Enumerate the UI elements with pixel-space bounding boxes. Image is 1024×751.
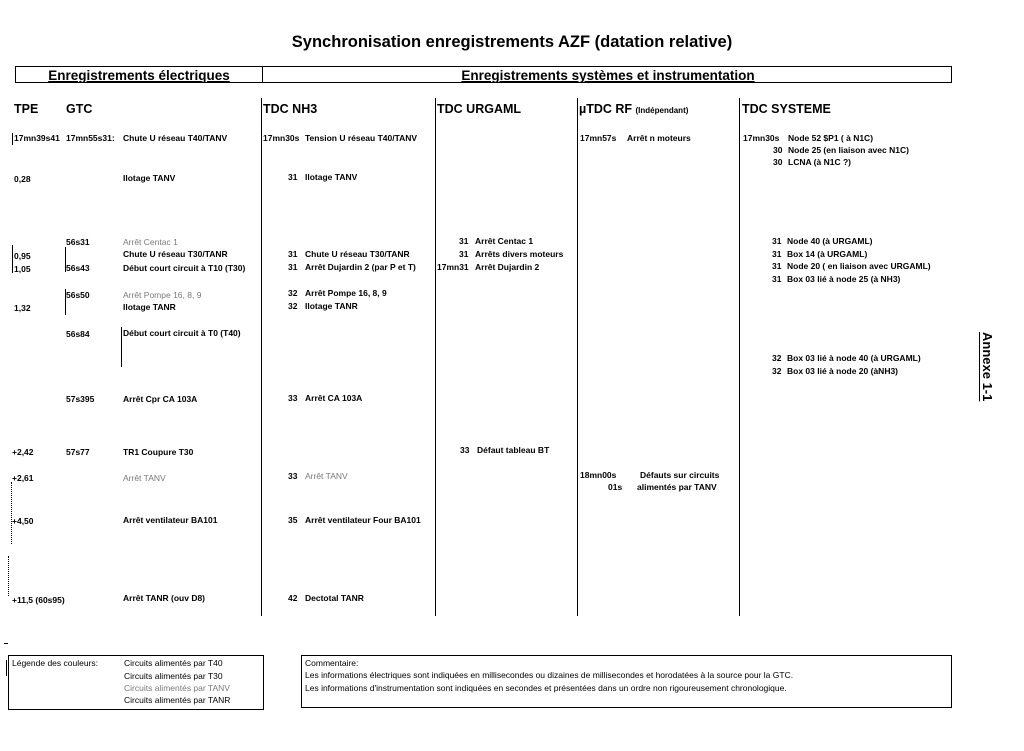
cell-sys-event: Node 25 (en liaison avec N1C) xyxy=(788,145,909,155)
cell-urgaml-event: Arrêt Centac 1 xyxy=(475,236,534,246)
cell-urgaml-event: Arrêts divers moteurs xyxy=(475,249,564,259)
cell-sys-num: 31 xyxy=(772,261,782,271)
comment-line: Les informations électriques sont indiquées en millisecondes ou dizaines de millisecondes et horodatées à la source pour la GTC. xyxy=(305,670,794,680)
legend-label: Légende des couleurs: xyxy=(12,658,99,668)
legend-item: Circuits alimentés par T30 xyxy=(124,671,223,681)
cell-gtc-event: Chute U réseau T40/TANV xyxy=(123,133,228,143)
legend-margin-mark xyxy=(6,660,7,676)
cell-gtc-time: 56s84 xyxy=(66,329,90,339)
column-header-tdc-rf xyxy=(579,103,688,116)
cell-sys-event: Box 03 lié à node 25 (à NH3) xyxy=(787,274,901,284)
cell-sys-event: Node 52 $P1 ( à N1C) xyxy=(788,133,874,143)
cell-gtc-time: 56s50 xyxy=(66,290,90,300)
cell-sys-num: 30 xyxy=(773,157,783,167)
legend-item: Circuits alimentés par T40 xyxy=(124,658,223,668)
cell-rf-event: alimentés par TANV xyxy=(637,482,717,492)
cell-nh3-num: 31 xyxy=(288,172,298,182)
cell-sys-num: 32 xyxy=(772,366,782,376)
legend-item: Circuits alimentés par TANV xyxy=(124,683,230,693)
cell-urgaml-num: 31 xyxy=(459,249,469,259)
cell-nh3-num: 33 xyxy=(288,471,298,481)
cell-nh3-num: 31 xyxy=(288,249,298,259)
cell-nh3-num: 33 xyxy=(288,393,298,403)
cell-tpe: 0,95 xyxy=(14,251,31,261)
cell-sys-num: 31 xyxy=(772,274,782,284)
cell-nh3-event: Arrêt TANV xyxy=(305,471,348,481)
cell-gtc-event: Arrêt TANV xyxy=(123,473,166,483)
cell-sys-event: Box 14 (à URGAML) xyxy=(787,249,868,259)
cell-gtc-event: TR1 Coupure T30 xyxy=(123,447,194,457)
cell-sys-num: 31 xyxy=(772,249,782,259)
cell-sys-event: LCNA (à N1C ?) xyxy=(788,157,851,167)
cell-sys-time: 17mn30s xyxy=(743,133,780,143)
cell-nh3-event: Ilotage TANR xyxy=(305,301,358,311)
cell-sys-num: 30 xyxy=(773,145,783,155)
cell-urgaml-num: 31 xyxy=(459,236,469,246)
cell-rf-event: Défauts sur circuits xyxy=(640,470,720,480)
section-header-band xyxy=(15,66,952,83)
cell-nh3-event: Ilotage TANV xyxy=(305,172,358,182)
column-header-tdc-rf-label: µTDC RF xyxy=(579,102,633,116)
cell-tpe: 0,28 xyxy=(14,174,31,184)
cell-sys-num: 32 xyxy=(772,353,782,363)
cell-nh3-event: Tension U réseau T40/TANV xyxy=(305,133,418,143)
scan-mark xyxy=(4,643,8,644)
cell-nh3-time: 17mn30s xyxy=(263,133,300,143)
tpe-bracket-1 xyxy=(12,133,13,145)
cell-nh3-num: 32 xyxy=(288,288,298,298)
cell-sys-event: Node 20 ( en liaison avec URGAML) xyxy=(787,261,931,271)
cell-urgaml-event: Défaut tableau BT xyxy=(477,445,550,455)
cell-tpe: +11,5 (60s95) xyxy=(12,595,65,605)
cell-gtc-event: Arrêt Pompe 16, 8, 9 xyxy=(123,290,202,300)
legend-box xyxy=(8,655,264,710)
cell-urgaml-event: Arrêt Dujardin 2 xyxy=(475,262,540,272)
cell-sys-event: Box 03 lié à node 40 (à URGAML) xyxy=(787,353,921,363)
cell-gtc-time: 17mn55s31: xyxy=(66,133,115,143)
cell-tpe: 17mn39s41 xyxy=(14,133,60,143)
cell-rf-time: 01s xyxy=(608,482,623,492)
column-separator-rf xyxy=(577,98,578,616)
cell-rf-time: 17mn57s xyxy=(580,133,617,143)
cell-gtc-event: Arrêt Centac 1 xyxy=(123,237,178,247)
column-separator-urgaml xyxy=(435,98,436,616)
cell-nh3-num: 32 xyxy=(288,301,298,311)
column-header-tdc-urgaml: TDC URGAML xyxy=(437,102,522,116)
cell-sys-event: Box 03 lié à node 20 (àNH3) xyxy=(787,366,899,376)
cell-nh3-num: 35 xyxy=(288,515,298,525)
cell-sys-num: 31 xyxy=(772,236,782,246)
comment-box xyxy=(301,655,952,708)
comment-line: Les informations d'instrumentation sont indiquées en secondes et présentées dans un ordre non rigoureusement chronologique. xyxy=(305,683,787,693)
comment-label: Commentaire: xyxy=(305,658,359,668)
column-header-gtc: GTC xyxy=(66,102,93,116)
tpe-bracket-2 xyxy=(12,245,13,273)
cell-gtc-event: Arrêt TANR (ouv D8) xyxy=(123,593,206,603)
cell-gtc-time: 57s77 xyxy=(66,447,90,457)
column-header-tpe: TPE xyxy=(14,102,39,116)
cell-gtc-event: Début court circuit à T10 (T30) xyxy=(123,263,246,273)
cell-gtc-time: 57s395 xyxy=(66,394,95,404)
cell-tpe: +4,50 xyxy=(12,516,34,526)
annexe-label: Annexe 1-1 xyxy=(980,332,995,402)
cell-gtc-event: Arrêt Cpr CA 103A xyxy=(123,394,198,404)
cell-nh3-event: Arrêt Pompe 16, 8, 9 xyxy=(305,288,387,298)
cell-gtc-event: Ilotage TANR xyxy=(123,302,176,312)
column-header-tdc-rf-note: (Indépendant) xyxy=(635,106,689,115)
cell-nh3-event: Dectotal TANR xyxy=(305,593,364,603)
column-separator-systeme xyxy=(739,98,740,616)
band-label-electrical: Enregistrements électriques xyxy=(48,68,230,83)
cell-gtc-event: Arrêt ventilateur BA101 xyxy=(123,515,218,525)
cell-gtc-time: 56s31 xyxy=(66,237,90,247)
cell-nh3-event: Arrêt CA 103A xyxy=(305,393,363,403)
cell-urgaml-time: 17mn31 xyxy=(437,262,469,272)
cell-tpe: +2,42 xyxy=(12,447,34,457)
cell-rf-event: Arrêt n moteurs xyxy=(627,133,691,143)
cell-gtc-event: Début court circuit à T0 (T40) xyxy=(123,328,241,338)
cell-gtc-time: 56s43 xyxy=(66,263,90,273)
cell-nh3-num: 42 xyxy=(288,593,298,603)
cell-tpe: 1,32 xyxy=(14,303,31,313)
cell-tpe: 1,05 xyxy=(14,264,31,274)
cell-nh3-event: Chute U réseau T30/TANR xyxy=(305,249,410,259)
tpe-dotted-line-1 xyxy=(11,482,12,544)
cell-nh3-num: 31 xyxy=(288,262,298,272)
cell-rf-time: 18mn00s xyxy=(580,470,617,480)
column-header-tdc-nh3: TDC NH3 xyxy=(263,102,318,116)
page-title: Synchronisation enregistrements AZF (datation relative) xyxy=(291,33,733,51)
cell-gtc-event: Ilotage TANV xyxy=(123,173,176,183)
tpe-dotted-line-2 xyxy=(8,556,9,596)
legend-item: Circuits alimentés par TANR xyxy=(124,695,231,705)
column-separator-nh3 xyxy=(261,98,262,616)
cell-urgaml-num: 33 xyxy=(460,445,470,455)
cell-nh3-event: Arrêt ventilateur Four BA101 xyxy=(305,515,421,525)
gtc-bracket-3 xyxy=(121,327,122,367)
band-label-systems: Enregistrements systèmes et instrumentation xyxy=(461,68,755,83)
cell-nh3-event: Arrêt Dujardin 2 (par P et T) xyxy=(305,262,416,272)
cell-gtc-event: Chute U réseau T30/TANR xyxy=(123,249,228,259)
column-header-tdc-systeme: TDC SYSTEME xyxy=(742,102,831,116)
cell-sys-event: Node 40 (à URGAML) xyxy=(787,236,873,246)
cell-tpe: +2,61 xyxy=(12,473,34,483)
